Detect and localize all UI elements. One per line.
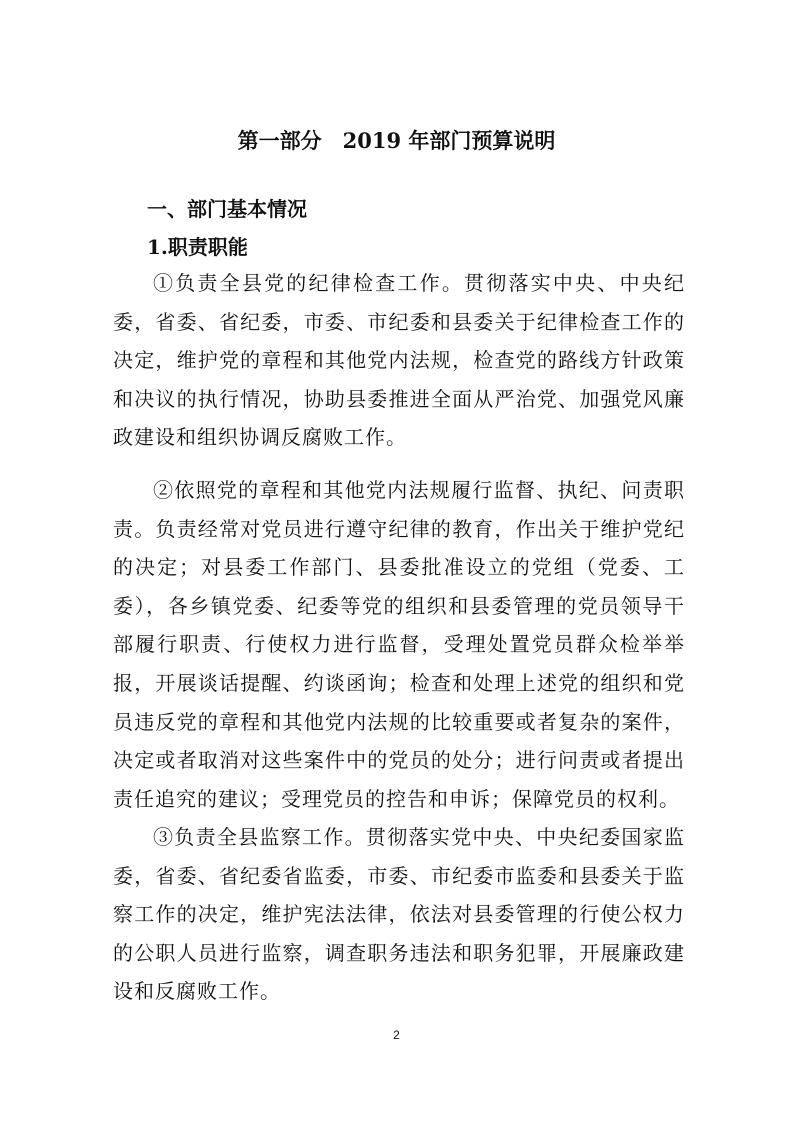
paragraph-duty-3: ③负责全县监察工作。贯彻落实党中央、中央纪委国家监委，省委、省纪委省监委，市委、市纪委市监委和县委关于监察工作的决定，维护宪法法律，依法对县委管理的行使公权力的公职人员进行监察，调查职务违法和职务犯罪，开展廉政建设和反腐败工作。 — [113, 825, 685, 1004]
paragraph-duty-1: ①负责全县党的纪律检查工作。贯彻落实中央、中央纪委，省委、省纪委，市委、市纪委和县委关于纪律检查工作的决定，维护党的章程和其他党内法规，检查党的路线方针政策和决议的执行情况，协助县委推进全面从严治党、加强党风廉政建设和组织协调反腐败工作。 — [113, 271, 685, 450]
section-heading: 一、部门基本情况 — [147, 197, 307, 221]
sub-heading: 1.职责职能 — [147, 235, 248, 259]
paragraph-duty-2: ②依照党的章程和其他党内法规履行监督、执纪、问责职责。负责经常对党员进行遵守纪律的教育，作出关于维护党纪的决定；对县委工作部门、县委批准设立的党组（党委、工委），各乡镇党委、纪委等党的组织和县委管理的党员领导干部履行职责、行使权力进行监督，受理处置党员群众检举举报，开展谈话提醒、约谈函询；检查和处理上述党的组织和党员违反党的章程和其他党内法规的比较重要或者复杂的案件，决定或者取消对这些案件中的党员的处分；进行问责或者提出责任追究的建议；受理党员的控告和申诉；保障党员的权利。 — [113, 478, 685, 811]
page-number: 2 — [393, 1028, 400, 1042]
page-title: 第一部分 2019 年部门预算说明 — [237, 128, 556, 153]
